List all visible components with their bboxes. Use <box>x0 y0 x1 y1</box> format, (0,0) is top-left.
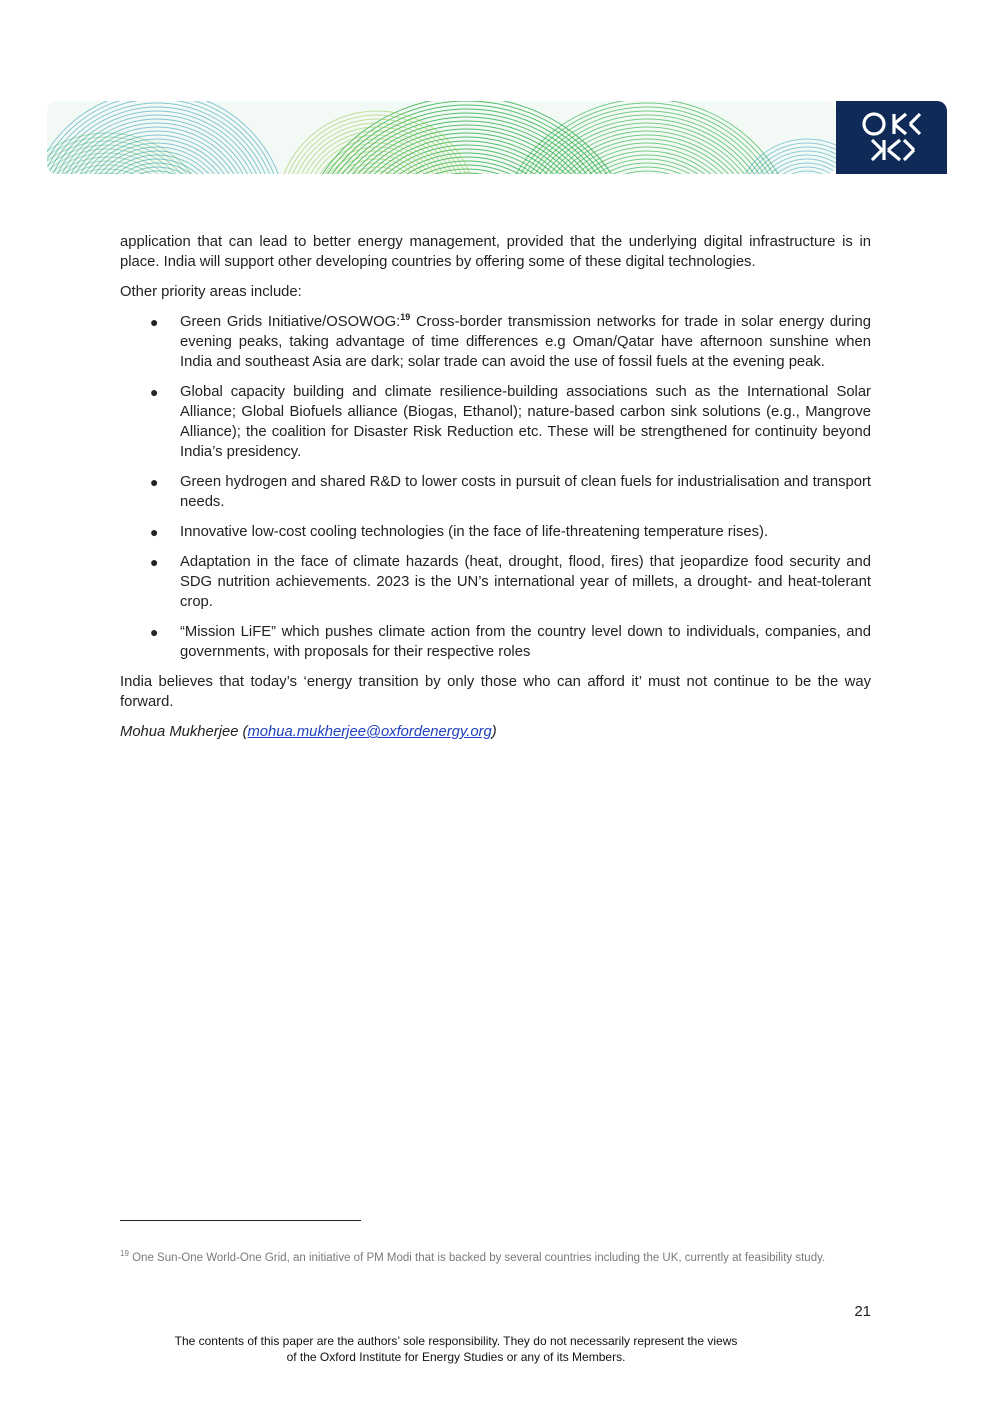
author-email-link[interactable]: mohua.mukherjee@oxfordenergy.org <box>247 724 492 740</box>
list-item-text: Innovative low-cost cooling technologies (in the face of life-threatening temperature rises). <box>180 524 769 540</box>
wave-banner-icon <box>47 101 836 174</box>
page-number: 21 <box>854 1303 871 1320</box>
bullet-icon: ● <box>150 474 159 490</box>
list-item <box>120 552 871 612</box>
bullet-icon: ● <box>150 384 159 400</box>
disclaimer-line: of the Oxford Institute for Energy Studies or any of its Members. <box>286 1350 626 1364</box>
author-close: ) <box>491 724 497 740</box>
footnote-divider <box>120 1220 361 1221</box>
oies-logo-icon <box>860 109 922 165</box>
list-item <box>120 472 871 512</box>
disclaimer-line: The contents of this paper are the authors’ sole responsibility. They do not necessarily represent the views <box>174 1334 738 1348</box>
list-item-text: Cross-border transmission networks for trade in solar energy during evening peaks, taking advantage of time differences e.g Oman/Qatar have afternoon sunshine when India and southeast Asia are dark; solar trade can avoid the use of fossil fuels at the evening peak. <box>180 314 871 370</box>
footnote-ref[interactable]: 19 <box>400 312 411 323</box>
footnote <box>120 1250 871 1267</box>
list-item <box>120 312 871 372</box>
lead-paragraph: Other priority areas include: <box>120 284 302 300</box>
list-item-title: Green Grids Initiative/OSOWOG: <box>180 314 401 330</box>
footnote-number: 19 <box>120 1249 129 1259</box>
list-item <box>120 622 871 662</box>
oies-logo <box>836 101 947 174</box>
author-name: Mohua Mukherjee ( <box>120 724 248 740</box>
list-item <box>120 382 871 462</box>
bullet-icon: ● <box>150 554 159 570</box>
author-line <box>120 722 871 742</box>
list-item <box>120 522 871 542</box>
closing-paragraph: India believes that today’s ‘energy transition by only those who can afford it’ must not continue to be the way forward. <box>120 674 871 710</box>
list-item-text: “Mission LiFE” which pushes climate action from the country level down to individuals, companies, and governments, with proposals for their respective roles <box>180 624 871 660</box>
bullet-icon: ● <box>150 314 159 330</box>
disclaimer <box>120 1333 792 1365</box>
bullet-icon: ● <box>150 524 159 540</box>
list-item-text: Global capacity building and climate resilience-building associations such as the International Solar Alliance; Global Biofuels alliance (Biogas, Ethanol); nature-based carbon sink solutions (e.g., Mangrove Alliance); the coalition for Disaster Risk Reduction etc. These will be strengthened for continuity beyond India’s presidency. <box>180 384 871 460</box>
list-item-text: Green hydrogen and shared R&D to lower costs in pursuit of clean fuels for industrialisation and transport needs. <box>180 474 871 510</box>
priority-list <box>120 312 871 662</box>
bullet-icon: ● <box>150 624 159 640</box>
intro-paragraph: application that can lead to better energy management, provided that the underlying digital infrastructure is in place. India will support other developing countries by offering some of these digital technologies. <box>120 234 871 270</box>
list-item-text: Adaptation in the face of climate hazards (heat, drought, flood, fires) that jeopardize food security and SDG nutrition achievements. 2023 is the UN’s international year of millets, a drought- and heat-tolerant crop. <box>180 554 871 610</box>
main-content <box>120 232 871 752</box>
footnote-text: One Sun-One World-One Grid, an initiative of PM Modi that is backed by several countries including the UK, currently at feasibility study. <box>128 1252 826 1264</box>
header-banner <box>47 101 947 174</box>
